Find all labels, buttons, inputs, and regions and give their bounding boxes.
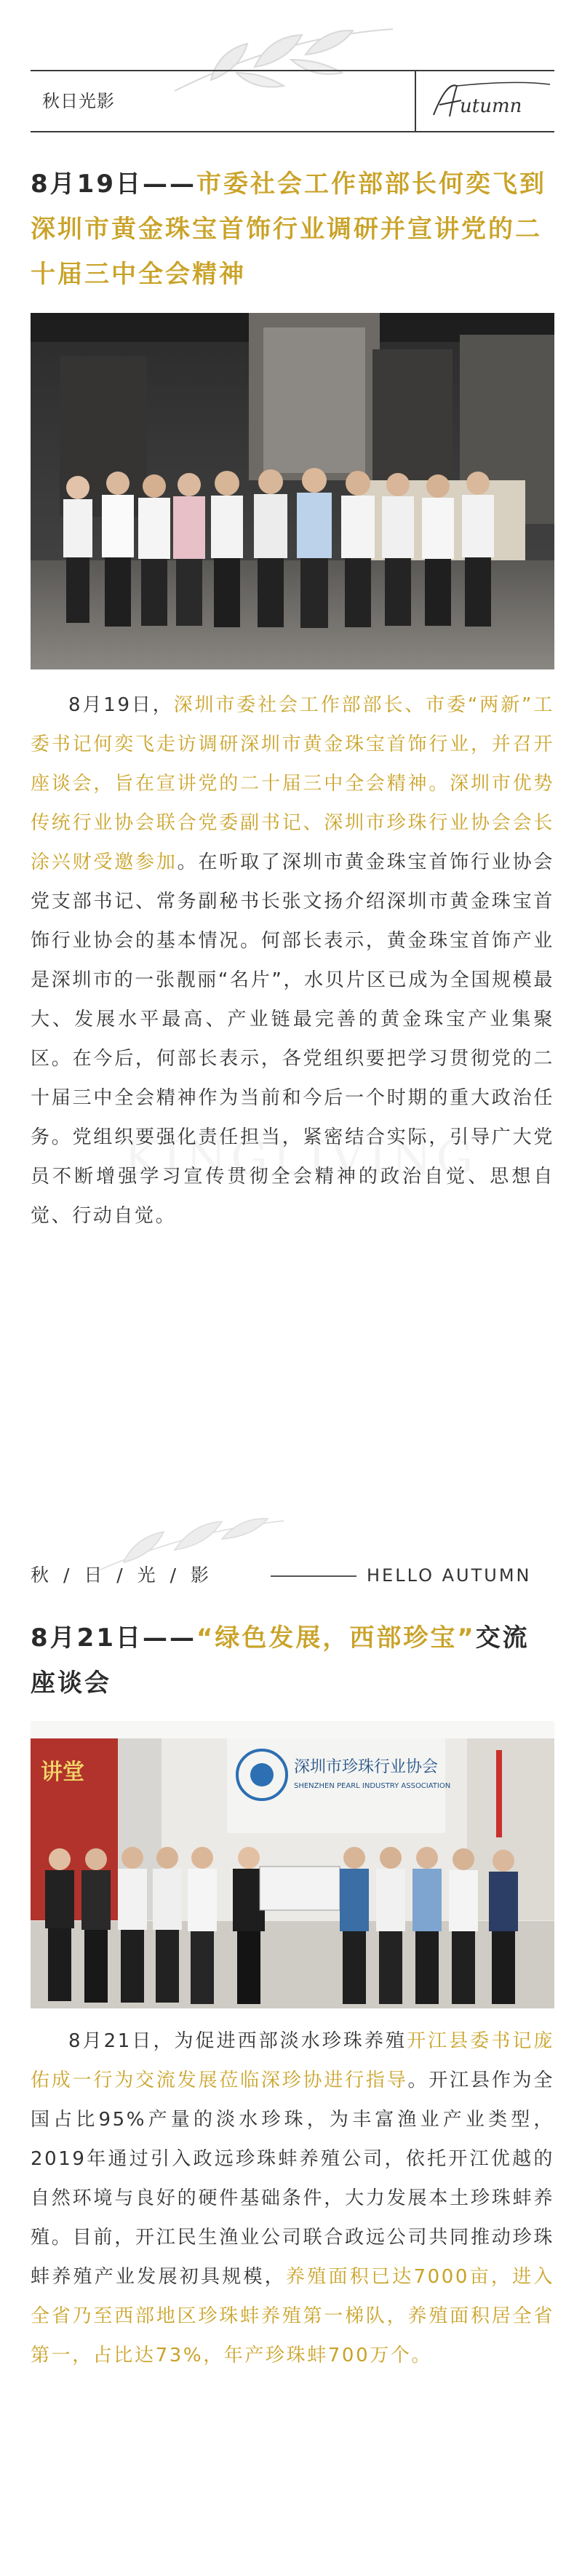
svg-text:utumn: utumn — [460, 95, 522, 117]
association-banner-en: SHENZHEN PEARL INDUSTRY ASSOCIATION — [294, 1782, 451, 1790]
section1-photo — [31, 313, 554, 669]
header-bar — [31, 70, 554, 132]
section1-body-part-2: 。在听取了深圳市黄金珠宝首饰行业协会党支部书记、常务副秘书长张文扬介绍深圳市黄金珠宝首饰行业协会的基本情况。何部长表示，黄金珠宝首饰产业是深圳市的一张靓丽“名片”，水贝片区已成为全国规模最大、发展水平最高、产业链最完善的黄金珠宝产业集聚区。在今后，何部长表示，各党组织要把学习贯彻党的二十届三中全会精神作为当前和今后一个时期的重大政治任务。党组织要强化责任担当，紧密结合实际，引导广大党员不断增强学习宣传贯彻全会精神的政治自觉、思想自觉、行动自觉。 — [31, 851, 554, 1227]
header-title: 秋日光影 — [42, 91, 115, 111]
section1-body-part-1: 深圳市委社会工作部部长、市委“两新”工委书记何奕飞走访调研深圳市黄金珠宝首饰行业，并召开座谈会，旨在宣讲党的二十届三中全会精神。深圳市优势传统行业协会联合党委副书记、深圳市珍珠行业协会会长涂兴财受邀参加 — [31, 694, 554, 873]
left-wall-text: 讲堂 — [41, 1760, 84, 1785]
divider-cn: 秋 / 日 / 光 / 影 — [31, 1565, 213, 1586]
association-banner-text: 深圳市珍珠行业协会 — [294, 1758, 439, 1776]
divider-rule — [271, 1575, 356, 1577]
header-divider — [415, 71, 416, 131]
section1-headline-highlight: 市委社会工作部部长何奕飞到深圳市黄金珠宝首饰行业调研并宣讲党的二十届三中全会精神 — [31, 170, 546, 289]
section2-headline-highlight: “绿色发展，西部珍宝” — [196, 1623, 476, 1653]
section2-body-part-2: 。开江县作为全国占比95%产量的淡水珍珠，为丰富渔业产业类型，2019年通过引入政远珍珠蚌养殖公司，依托开江优越的自然环境与良好的硬件基础条件，大力发展本土珍珠蚌养殖。目前，开江民生渔业公司联合政远公司共同推动珍珠蚌养殖产业发展初具规模， — [31, 2070, 554, 2288]
section1-date: 8月19日—— — [31, 170, 196, 199]
section2-photo — [31, 1721, 554, 2008]
showroom-group-photo — [31, 313, 554, 669]
section2-headline — [31, 1615, 554, 1706]
section-divider — [31, 1561, 554, 1590]
autumn-script-logo — [428, 79, 553, 125]
section1-headline — [31, 162, 554, 297]
section2-date: 8月21日—— — [31, 1623, 196, 1653]
section2-body — [31, 2022, 554, 2375]
section1-body-part-0: 8月19日， — [68, 694, 174, 716]
section1-body — [31, 685, 554, 1236]
divider-en: HELLO AUTUMN — [367, 1565, 532, 1586]
section2-body-part-3: 养殖面积已达7000亩，进入全省乃至西部地区珍珠蚌养殖第一梯队，养殖面积居全省第一，占比达73%，年产珍珠蚌700万个。 — [31, 2266, 555, 2366]
section2-body-part-0: 8月21日，为促进西部淡水珍珠养殖 — [68, 2030, 407, 2052]
section2-body-part-1: 开江县委书记庞佑成一行为交流发展莅临深珍协进行指导 — [31, 2030, 554, 2091]
section2-headline-suffix: 交流座谈会 — [31, 1623, 530, 1698]
association-group-photo — [31, 1721, 554, 2008]
